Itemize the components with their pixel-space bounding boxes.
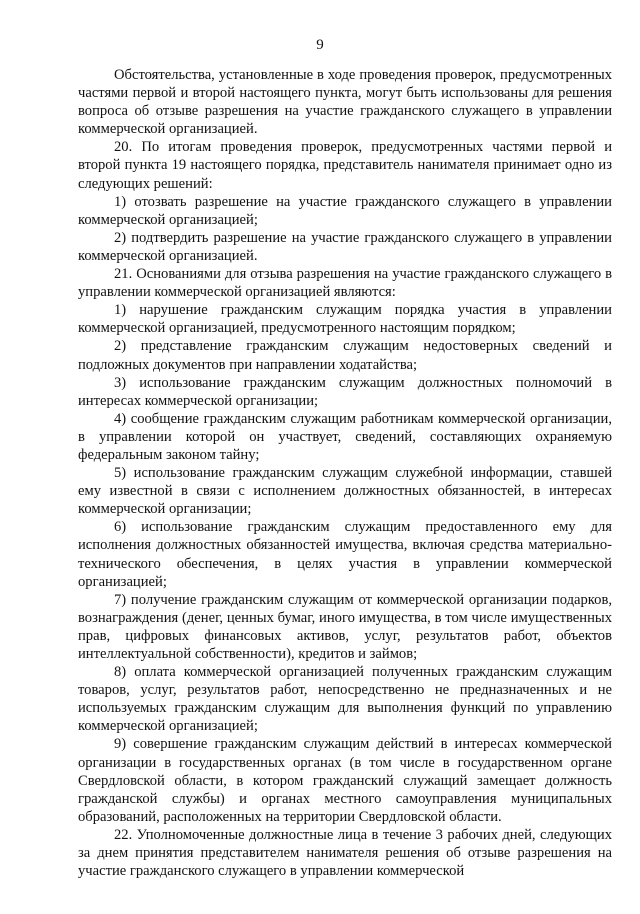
paragraph-20: 20. По итогам проведения проверок, предусмотренных частями первой и второй пункта 19 настоящего порядка, представитель нанимателя принимает одно из следующих решений: <box>78 139 612 192</box>
paragraph-21-item-1: 1) нарушение гражданским служащим порядка участия в управлении коммерческой организацией, предусмотренного настоящим порядком; <box>78 302 612 337</box>
paragraph-21-item-6: 6) использование гражданским служащим предоставленного ему для исполнения должностных обязанностей имущества, включая средства материально-технического обеспечения, в целях участия в управлении коммерческой организацией; <box>78 519 612 590</box>
paragraph-21-item-5: 5) использование гражданским служащим служебной информации, ставшей ему известной в связи с исполнением должностных обязанностей, в интересах коммерческой организации; <box>78 465 612 518</box>
paragraph-circumstances: Обстоятельства, установленные в ходе проведения проверок, предусмотренных частями первой и второй настоящего пункта, могут быть использованы для решения вопроса об отзыве разрешения на участие гражданского служащего в управлении коммерческой организацией. <box>78 67 612 138</box>
paragraph-21-item-3: 3) использование гражданским служащим должностных полномочий в интересах коммерческой организации; <box>78 374 612 409</box>
paragraph-21: 21. Основаниями для отзыва разрешения на участие гражданского служащего в управлении коммерческой организацией являются: <box>78 266 612 301</box>
paragraph-21-item-4: 4) сообщение гражданским служащим работникам коммерческой организации, в управлении которой он участвует, сведений, составляющих охраняемую федеральным законом тайну; <box>78 410 612 463</box>
paragraph-21-item-2: 2) представление гражданским служащим недостоверных сведений и подложных документов при направлении ходатайства; <box>78 338 612 373</box>
paragraph-20-item-1: 1) отозвать разрешение на участие гражданского служащего в управлении коммерческой организацией; <box>78 193 612 228</box>
paragraph-21-item-8: 8) оплата коммерческой организацией полученных гражданским служащим товаров, услуг, результатов работ, непосредственно не предназначенных и не используемых гражданским служащим для выполнения функций по управлению коммерческой организацией; <box>78 664 612 735</box>
document-body <box>78 66 612 880</box>
page-number: 9 <box>316 37 324 53</box>
paragraph-22: 22. Уполномоченные должностные лица в течение 3 рабочих дней, следующих за днем принятия представителем нанимателя решения об отзыве разрешения на участие гражданского служащего в управлении коммерческой <box>78 826 612 880</box>
paragraph-21-item-7: 7) получение гражданским служащим от коммерческой организации подарков, вознаграждения (денег, ценных бумаг, иного имущества, в том числе имущественных прав, цифровых финансовых активов, услуг, результатов работ, объектов интеллектуальной собственности), кредитов и займов; <box>78 591 612 662</box>
paragraph-20-item-2: 2) подтвердить разрешение на участие гражданского служащего в управлении коммерческой организацией. <box>78 229 612 264</box>
paragraph-21-item-9: 9) совершение гражданским служащим действий в интересах коммерческой организации в государственных органах (в том числе в государственном органе Свердловской области, в котором гражданский служащий замещает должность гражданской службы) и органах местного самоуправления муниципальных образований, расположенных на территории Свердловской области. <box>78 736 612 825</box>
